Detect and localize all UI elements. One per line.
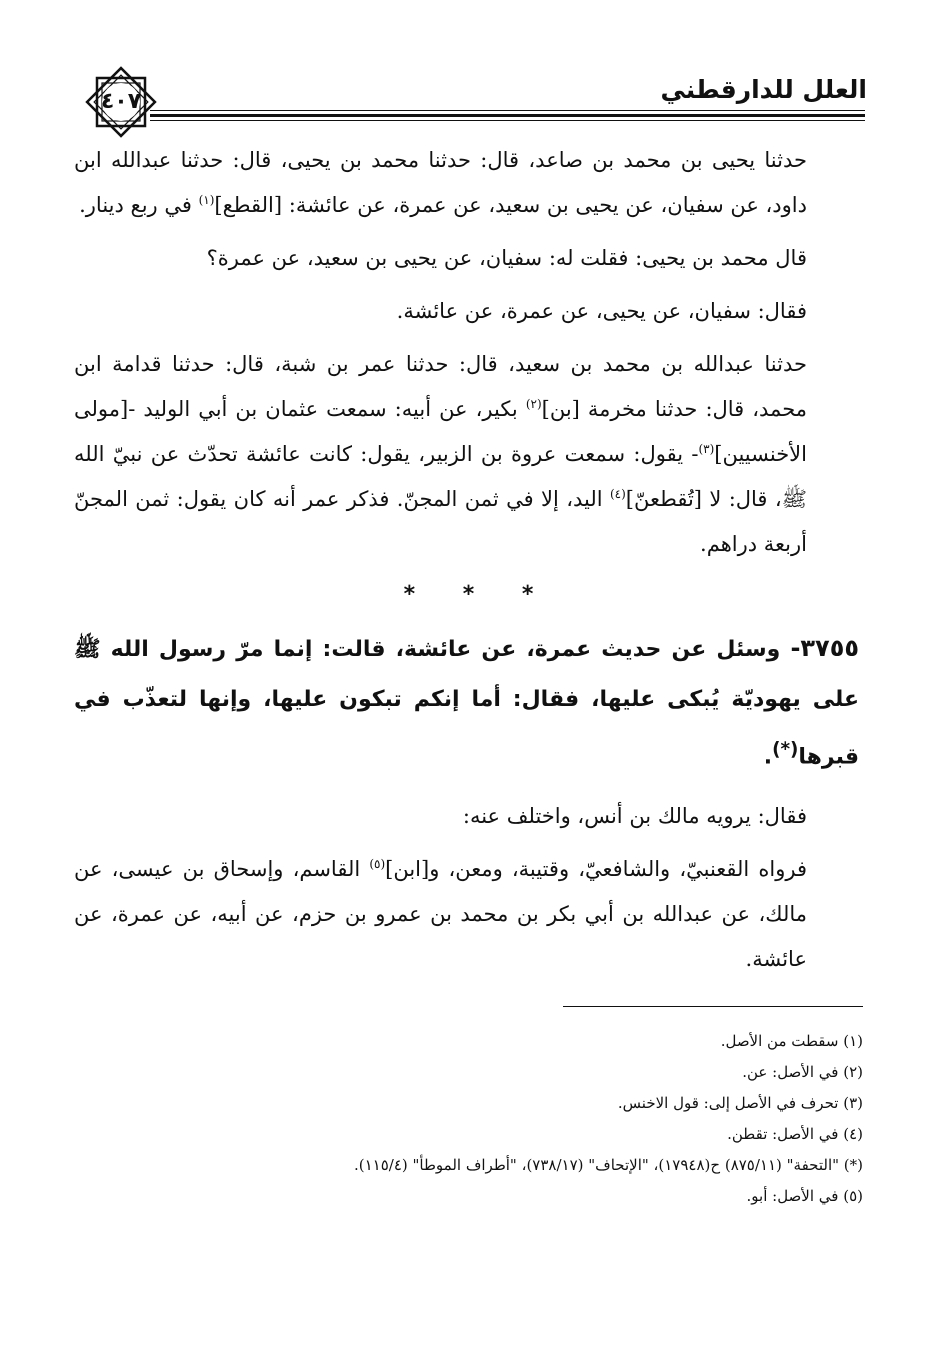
footnote-ref-3: (٣) bbox=[698, 442, 715, 456]
paragraph-6 bbox=[74, 847, 863, 982]
running-header-title: العلل للدارقطني bbox=[660, 75, 867, 104]
footnote-ref-5: (٥) bbox=[369, 857, 386, 872]
header-rule-thick bbox=[150, 114, 865, 117]
entry-3755-heading bbox=[74, 623, 863, 782]
footnote-4: (٤) في الأصل: تقطن. bbox=[727, 1125, 863, 1143]
paragraph-6-part-b: القاسم، وإسحاق بن عيسى، عن مالك، عن عبدالله بن أبي بكر بن محمد بن عمرو بن حزم، عن أبيه، عن عمرة، عن عائشة. bbox=[74, 857, 807, 972]
paragraph-4-part-c: - يقول: سمعت عروة بن الزبير، يقول: كانت عائشة تحدّث عن نبيّ الله ﷺ، قال: لا [تُقطعنّ] bbox=[74, 442, 807, 511]
footnote-ref-1: (١) bbox=[198, 193, 215, 207]
page-number: ٤٠٧ bbox=[100, 89, 142, 114]
paragraph-1-text: حدثنا يحيى بن محمد بن صاعد، قال: حدثنا محمد بن يحيى، قال: حدثنا عبدالله ابن داود، عن سفيان، عن يحيى بن سعيد، عن عمرة، عن عائشة: [القطع] bbox=[74, 148, 807, 217]
footnote-3: (٣) تحرف في الأصل إلى: قول الاخنس. bbox=[617, 1094, 863, 1112]
footnote-2: (٢) في الأصل: عن. bbox=[742, 1063, 863, 1081]
footnote-star: (*) "التحفة" (٨٧٥/١١) ح(١٧٩٤٨)، "الإتحاف" (٧٣٨/١٧)، "أطراف الموطأ" (١١٥/٤). bbox=[353, 1156, 863, 1174]
main-text bbox=[74, 138, 863, 990]
header-rule-thin-top bbox=[150, 110, 865, 111]
footnote-ref-4: (٤) bbox=[609, 487, 626, 501]
entry-tail: . bbox=[763, 744, 773, 770]
section-separator: * * * bbox=[403, 582, 534, 607]
paragraph-2: قال محمد بن يحيى: فقلت له: سفيان، عن يحيى بن سعيد، عن عمرة؟ bbox=[206, 246, 807, 270]
footnotes bbox=[74, 1026, 863, 1212]
paragraph-4-part-d: اليد، إلا في ثمن المجنّ. فذكر عمر أنه كان يقول: ثمن المجنّ أربعة دراهم. bbox=[74, 487, 807, 556]
entry-text: وسئل عن حديث عمرة، عن عائشة، قالت: إنما مرّ رسول الله ﷺ على يهوديّة يُبكى عليها، فقال: أما إنكم تبكون عليها، وإنها لتعذّب في قبرها bbox=[74, 637, 859, 770]
footnote-separator-rule bbox=[563, 1006, 863, 1007]
paragraph-6-part-a: فرواه القعنبيّ، والشافعيّ، وقتيبة، ومعن، و[ابن] bbox=[385, 857, 807, 882]
footnote-1: (١) سقطت من الأصل. bbox=[720, 1032, 863, 1050]
paragraph-3: فقال: سفيان، عن يحيى، عن عمرة، عن عائشة. bbox=[396, 299, 807, 323]
entry-number: ٣٧٥٥- bbox=[790, 634, 859, 662]
paragraph-1-tail: في ربع دينار. bbox=[79, 193, 199, 217]
footnote-ref-star: (*) bbox=[772, 739, 799, 760]
paragraph-4-part-b: بكير، عن أبيه: سمعت عثمان بن أبي الوليد -[مولى الأخنسيين] bbox=[74, 397, 807, 466]
page-number-badge bbox=[83, 64, 159, 140]
header-rule-thin-bottom bbox=[150, 120, 865, 121]
paragraph-4-part-a: حدثنا عبدالله بن محمد بن سعيد، قال: حدثنا عمر بن شبة، قال: حدثنا قدامة ابن محمد، قال: حدثنا مخرمة [بن] bbox=[74, 352, 808, 421]
footnote-ref-2: (٢) bbox=[525, 397, 542, 411]
paragraph-4 bbox=[74, 342, 863, 567]
paragraph-1 bbox=[74, 138, 863, 228]
footnote-5: (٥) في الأصل: أبو. bbox=[746, 1187, 863, 1205]
paragraph-5: فقال: يرويه مالك بن أنس، واختلف عنه: bbox=[462, 804, 807, 829]
